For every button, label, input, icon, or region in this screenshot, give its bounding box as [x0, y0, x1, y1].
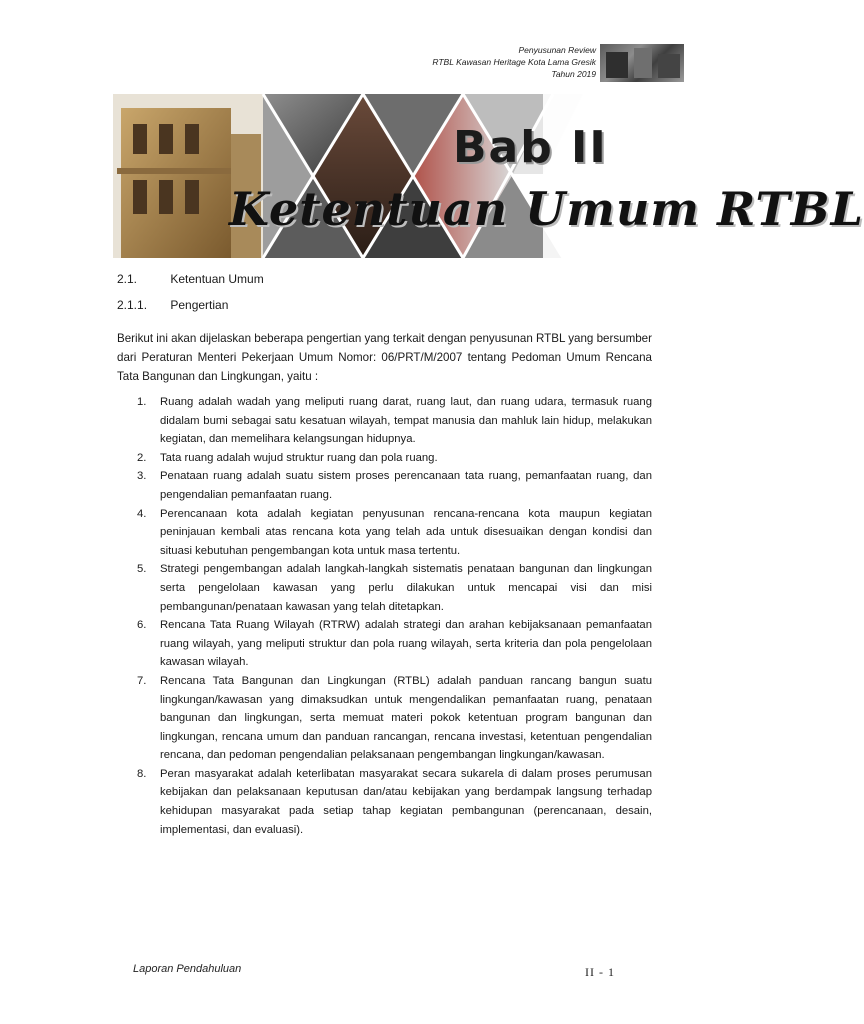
list-item: 7. Rencana Tata Bangunan dan Lingkungan (RTBL) adalah panduan rancang bangun suatu lingkungan/kawasan yang dimaksudkan untuk mengendalikan pemanfaatan ruang, penataan bangunan dan lingkungan, serta memuat materi pokok ketentuan program bangunan dan lingkungan, rencana umum dan panduan rancangan, rencana investasi, ketentuan pengendalian rencana, dan pedoman pengendalian pelaksanaan pengembangan lingkungan/kawasan. [137, 674, 652, 762]
list-item: 2. Tata ruang adalah wujud struktur ruang dan pola ruang. [137, 451, 438, 464]
list-item: 8. Peran masyarakat adalah keterlibatan masyarakat secara sukarela di dalam proses perumusan kebijakan dan pelaksanaan keputusan dan/atau kebijakan yang berdampak langsung terhadap kehidupan masyarakat pada setiap tahap kegiatan pembangunan (perencanaan, desain, implementasi, dan evaluasi). [137, 767, 652, 836]
subsection-number: 2.1.1. [117, 298, 148, 312]
header-line-3: Tahun 2019 [551, 69, 596, 79]
intro-paragraph: Berikut ini akan dijelaskan beberapa pengertian yang terkait dengan penyusunan RTBL yang bersumber dari Peraturan Menteri Pekerjaan Umum Nomor: 06/PRT/M/2007 tentang Pedoman Umum Rencana Tata Bangunan dan Lingkungan, yaitu : [117, 332, 652, 383]
chapter-title: Bab II [453, 122, 608, 173]
list-item: 1. Ruang adalah wadah yang meliputi ruang darat, ruang laut, dan ruang udara, termasuk ruang didalam bumi sebagai satu kesatuan wilayah, tempat manusia dan mahluk lain hidup, melakukan kegiatan, dan memelihara kelangsungan hidupnya. [137, 396, 652, 446]
header-line-1: Penyusunan Review [518, 45, 596, 55]
chapter-banner [113, 94, 864, 258]
section-heading [117, 272, 264, 286]
header-line-2: RTBL Kawasan Heritage Kota Lama Gresik [432, 57, 596, 67]
section-number: 2.1. [117, 272, 138, 286]
page-header [336, 44, 596, 80]
subsection-title: Pengertian [170, 298, 229, 312]
list-item: 4. Perencanaan kota adalah kegiatan penyusunan rencana-rencana kota maupun kegiatan peninjauan kembali atas rencana kota yang telah ada untuk disesuaikan dengan kondisi dan situasi kebutuhan pengembangan kota untuk masa tertentu. [137, 507, 652, 557]
list-item: 6. Rencana Tata Ruang Wilayah (RTRW) adalah strategi dan arahan kebijaksanaan pemanfaatan ruang wilayah, yang meliputi struktur dan pola ruang wilayah, serta kriteria dan pola pengelolaan kawasan wilayah. [137, 619, 652, 669]
list-item: 5. Strategi pengembangan adalah langkah-langkah sistematis penataan bangunan dan lingkungan serta pengelolaan kawasan yang perlu dilakukan untuk mencapai visi dan misi pembangunan/penataan kawasan yang telah ditetapkan. [137, 563, 652, 613]
definitions-list [117, 393, 652, 839]
list-item: 3. Penataan ruang adalah suatu sistem proses perencanaan tata ruang, pemanfaatan ruang, dan pengendalian pemanfaatan ruang. [137, 470, 652, 501]
header-heritage-image [600, 44, 684, 82]
page-number: II - 1 [585, 965, 615, 979]
footer-report-name: Laporan Pendahuluan [133, 963, 242, 975]
section-title: Ketentuan Umum [170, 272, 264, 286]
subsection-heading [117, 298, 228, 312]
chapter-subtitle: Ketentuan Umum RTBL [229, 182, 864, 236]
